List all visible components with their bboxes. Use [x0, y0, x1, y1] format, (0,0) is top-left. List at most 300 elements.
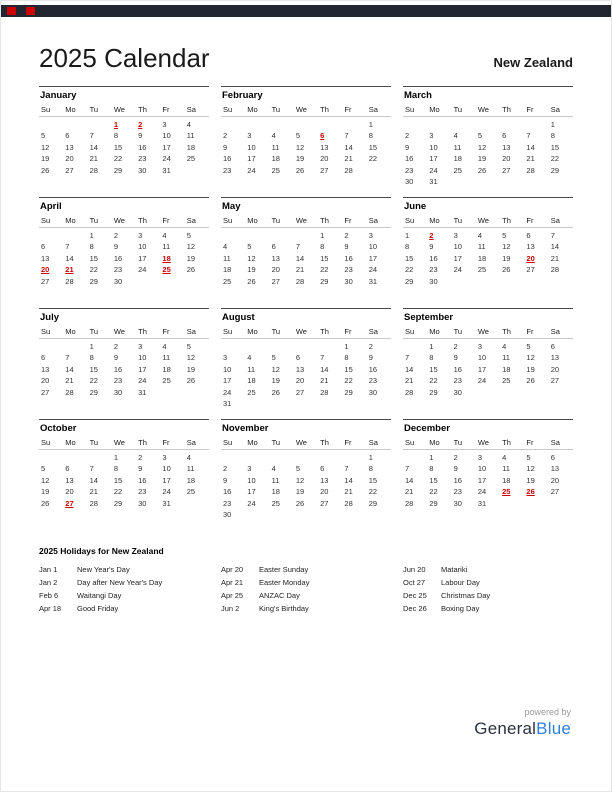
- header: [1, 17, 611, 86]
- day-cell: 29: [113, 165, 123, 175]
- day-cell: 22: [405, 265, 414, 274]
- day-cell: 23: [405, 165, 414, 175]
- day-cell: 25: [271, 498, 280, 508]
- day-cell-empty: [342, 508, 366, 520]
- weekday-header: Mo: [63, 436, 87, 450]
- day-cell-empty: [63, 339, 87, 351]
- day-cell-empty: [549, 385, 573, 397]
- month-day-grid: [39, 103, 209, 175]
- day-cell: 8: [113, 464, 119, 473]
- brand-blue: Blue: [536, 719, 571, 738]
- weekday-header: Tu: [88, 214, 112, 228]
- day-cell: 9: [223, 475, 228, 485]
- weekday-header: Sa: [185, 214, 209, 228]
- top-bar-red-mark: [7, 7, 16, 15]
- holiday-name: Christmas Day: [441, 591, 491, 600]
- day-cell-empty: [185, 274, 209, 286]
- month-day-grid: [39, 214, 209, 286]
- day-cell: 5: [477, 131, 483, 140]
- day-cell: 19: [295, 154, 305, 163]
- day-cell: 15: [89, 364, 98, 374]
- day-cell-empty: [270, 397, 294, 409]
- holiday-name: Boxing Day: [441, 604, 480, 613]
- holiday-name: Matariki: [441, 565, 468, 574]
- weekday-header: Fr: [160, 436, 184, 450]
- day-cell: 22: [344, 376, 353, 385]
- day-cell: 21: [405, 487, 414, 496]
- day-cell: 6: [295, 353, 301, 362]
- day-cell: 24: [138, 265, 147, 274]
- day-cell: 21: [550, 253, 560, 263]
- holidays-heading: 2025 Holidays for New Zealand: [39, 546, 164, 556]
- day-cell: 5: [295, 464, 301, 473]
- day-cell-empty: [549, 496, 573, 508]
- day-cell: 24: [223, 387, 232, 397]
- day-cell: 17: [429, 154, 438, 163]
- day-cell-empty: [318, 117, 342, 129]
- day-cell-empty: [476, 117, 500, 129]
- weekday-header: Su: [221, 325, 245, 339]
- day-cell-empty: [452, 175, 476, 187]
- month-title: March: [403, 86, 573, 103]
- day-cell: 16: [138, 142, 147, 152]
- weekday-header: Th: [318, 325, 342, 339]
- month-title: September: [403, 308, 573, 325]
- day-cell: 28: [405, 498, 414, 508]
- day-cell-holiday: 20: [526, 253, 535, 263]
- day-cell: 20: [295, 376, 305, 385]
- day-cell: 25: [247, 387, 256, 397]
- day-cell: 9: [223, 142, 228, 152]
- day-cell: 13: [320, 142, 329, 152]
- day-cell: 14: [89, 142, 98, 152]
- day-cell: 4: [271, 131, 276, 140]
- day-cell: 8: [320, 242, 325, 251]
- day-cell-empty: [39, 450, 63, 462]
- day-cell: 13: [550, 353, 560, 362]
- day-cell: 26: [502, 265, 511, 274]
- day-cell-empty: [524, 175, 548, 187]
- day-cell: 20: [320, 487, 329, 496]
- day-cell-empty: [476, 385, 500, 397]
- weekday-header: We: [476, 103, 500, 117]
- weekday-header: Sa: [367, 103, 391, 117]
- day-cell: 16: [453, 475, 462, 485]
- day-cell: 22: [368, 154, 378, 163]
- day-cell-empty: [39, 228, 63, 240]
- day-cell: 15: [368, 142, 378, 152]
- day-cell: 3: [223, 353, 228, 362]
- day-cell: 31: [223, 399, 232, 408]
- day-cell: 15: [550, 142, 560, 152]
- day-cell-empty: [294, 228, 318, 240]
- day-cell-empty: [294, 508, 318, 520]
- day-cell: 5: [41, 131, 46, 140]
- holiday-item: [221, 602, 391, 615]
- weekday-header: Fr: [160, 103, 184, 117]
- day-cell: 12: [186, 242, 196, 251]
- day-cell-empty: [270, 117, 294, 129]
- day-cell: 12: [526, 353, 535, 362]
- day-cell: 18: [453, 154, 462, 163]
- weekday-header: Sa: [367, 436, 391, 450]
- day-cell: 12: [526, 464, 535, 473]
- holiday-date: Jun 2: [221, 604, 240, 613]
- day-cell: 16: [344, 253, 353, 263]
- weekday-header: Th: [500, 103, 524, 117]
- day-cell: 21: [405, 376, 414, 385]
- day-cell-empty: [342, 117, 366, 129]
- month-title: August: [221, 308, 391, 325]
- day-cell: 5: [186, 341, 191, 351]
- day-cell: 7: [344, 131, 349, 140]
- months-grid: [39, 86, 573, 530]
- day-cell: 4: [223, 242, 228, 251]
- day-cell: 3: [453, 230, 458, 240]
- weekday-header: Sa: [185, 325, 209, 339]
- month-title: December: [403, 419, 573, 436]
- weekday-header: Mo: [427, 436, 451, 450]
- weekday-header: We: [294, 436, 318, 450]
- day-cell: 22: [320, 265, 329, 274]
- weekday-header: Tu: [452, 214, 476, 228]
- day-cell: 10: [138, 242, 147, 251]
- day-cell: 1: [550, 119, 555, 129]
- day-cell: 9: [113, 353, 119, 362]
- day-cell-empty: [245, 339, 269, 351]
- day-cell: 7: [405, 464, 410, 473]
- day-cell: 2: [344, 230, 349, 240]
- page-title: 2025 Calendar: [39, 43, 210, 73]
- holiday-date: Apr 21: [221, 578, 244, 587]
- day-cell: 13: [526, 242, 535, 251]
- weekday-header: We: [294, 103, 318, 117]
- weekday-header: Fr: [160, 325, 184, 339]
- day-cell: 30: [344, 276, 353, 286]
- day-cell: 23: [429, 265, 438, 274]
- weekday-header: Su: [39, 436, 63, 450]
- day-cell: 25: [477, 265, 487, 274]
- day-cell-empty: [500, 385, 524, 397]
- day-cell-empty: [160, 274, 184, 286]
- day-cell: 11: [247, 364, 256, 374]
- holiday-name: Good Friday: [77, 604, 119, 613]
- day-cell: 25: [162, 376, 171, 385]
- weekday-header: Tu: [452, 436, 476, 450]
- weekday-header: Mo: [245, 325, 269, 339]
- day-cell: 16: [223, 487, 232, 496]
- day-cell-empty: [500, 274, 524, 286]
- day-cell: 20: [320, 154, 329, 163]
- month-day-grid: [403, 325, 573, 397]
- powered-by-label: powered by: [524, 707, 571, 717]
- day-cell: 7: [344, 464, 349, 473]
- day-cell: 14: [405, 364, 414, 374]
- day-cell-holiday: 26: [526, 487, 535, 496]
- day-cell: 24: [453, 265, 462, 274]
- day-cell: 12: [502, 242, 511, 251]
- weekday-header: Su: [39, 103, 63, 117]
- day-cell: 7: [65, 242, 70, 251]
- day-cell: 21: [526, 154, 535, 163]
- holiday-name: Labour Day: [441, 578, 480, 587]
- day-cell: 5: [247, 242, 252, 251]
- day-cell: 31: [162, 498, 171, 508]
- day-cell: 6: [41, 242, 46, 251]
- day-cell: 11: [502, 353, 510, 362]
- weekday-header: Th: [500, 214, 524, 228]
- month-september: [403, 308, 573, 419]
- day-cell: 27: [320, 498, 329, 508]
- day-cell: 24: [162, 487, 171, 496]
- day-cell: 1: [344, 341, 349, 351]
- day-cell: 8: [429, 464, 434, 473]
- day-cell-empty: [476, 175, 500, 187]
- day-cell: 14: [65, 364, 74, 374]
- day-cell-holiday: 25: [162, 265, 171, 274]
- day-cell: 24: [247, 498, 256, 508]
- day-cell-empty: [245, 397, 269, 409]
- day-cell-empty: [452, 117, 476, 129]
- day-cell: 6: [65, 131, 70, 140]
- day-cell: 15: [320, 253, 329, 263]
- day-cell: 13: [502, 142, 511, 152]
- day-cell-empty: [524, 117, 548, 129]
- day-cell: 20: [502, 154, 511, 163]
- day-cell: 26: [526, 376, 535, 385]
- day-cell-empty: [403, 450, 427, 462]
- day-cell: 25: [186, 154, 196, 163]
- day-cell: 2: [223, 131, 228, 140]
- day-cell: 31: [162, 165, 171, 175]
- day-cell: 19: [526, 475, 535, 485]
- day-cell: 12: [41, 475, 50, 485]
- weekday-header: Mo: [63, 325, 87, 339]
- weekday-header: Mo: [245, 214, 269, 228]
- day-cell: 23: [344, 265, 353, 274]
- month-october: [39, 419, 209, 530]
- holiday-item: [403, 576, 573, 589]
- day-cell: 24: [477, 376, 487, 385]
- day-cell: 27: [41, 276, 50, 286]
- holiday-date: Jan 2: [39, 578, 58, 587]
- day-cell: 26: [41, 165, 50, 175]
- day-cell: 16: [113, 253, 123, 263]
- day-cell: 30: [113, 276, 123, 286]
- weekday-header: Su: [403, 214, 427, 228]
- day-cell: 1: [320, 230, 325, 240]
- day-cell: 5: [526, 341, 531, 351]
- day-cell: 17: [138, 253, 147, 263]
- holiday-name: New Year's Day: [77, 565, 130, 574]
- day-cell: 17: [138, 364, 147, 374]
- day-cell: 1: [368, 119, 373, 129]
- weekday-header: Tu: [270, 436, 294, 450]
- day-cell: 25: [453, 165, 462, 175]
- day-cell: 30: [138, 165, 147, 175]
- day-cell: 16: [223, 154, 232, 163]
- day-cell: 30: [223, 510, 232, 519]
- day-cell-empty: [270, 228, 294, 240]
- day-cell: 22: [550, 154, 560, 163]
- weekday-header: Sa: [185, 436, 209, 450]
- day-cell: 1: [429, 341, 434, 351]
- day-cell: 17: [368, 253, 378, 263]
- day-cell: 6: [502, 131, 507, 140]
- day-cell: 8: [429, 353, 434, 362]
- day-cell: 21: [344, 154, 353, 163]
- weekday-header: Fr: [524, 325, 548, 339]
- weekday-header: Su: [403, 325, 427, 339]
- day-cell: 5: [271, 353, 276, 362]
- day-cell: 13: [271, 253, 280, 263]
- day-cell: 28: [89, 165, 98, 175]
- top-bar-red-mark: [26, 7, 35, 15]
- weekday-header: Tu: [270, 214, 294, 228]
- day-cell: 10: [247, 475, 256, 485]
- day-cell: 5: [186, 230, 191, 240]
- day-cell: 22: [113, 154, 123, 163]
- day-cell: 23: [223, 498, 232, 508]
- holiday-column: [221, 563, 391, 615]
- holiday-date: Oct 27: [403, 578, 426, 587]
- day-cell-empty: [342, 450, 366, 462]
- day-cell: 29: [550, 165, 560, 175]
- holiday-item: [39, 563, 209, 576]
- month-march: [403, 86, 573, 197]
- day-cell: 28: [550, 265, 560, 274]
- day-cell-empty: [403, 339, 427, 351]
- day-cell: 27: [65, 165, 74, 175]
- footer: [474, 707, 571, 739]
- month-august: [221, 308, 391, 419]
- month-day-grid: [403, 214, 573, 286]
- day-cell-empty: [270, 450, 294, 462]
- generalblue-logo: [474, 719, 571, 739]
- month-day-grid: [221, 436, 391, 519]
- day-cell: 11: [477, 242, 486, 251]
- holiday-name: Waitangi Day: [77, 591, 122, 600]
- day-cell-empty: [500, 117, 524, 129]
- day-cell: 10: [368, 242, 378, 251]
- weekday-header: Fr: [524, 103, 548, 117]
- day-cell-holiday: 18: [162, 253, 171, 263]
- day-cell: 29: [368, 498, 378, 508]
- day-cell: 19: [526, 364, 535, 374]
- weekday-header: Fr: [342, 436, 366, 450]
- weekday-header: Mo: [245, 103, 269, 117]
- weekday-header: Tu: [270, 325, 294, 339]
- day-cell: 3: [368, 230, 373, 240]
- day-cell-empty: [294, 397, 318, 409]
- day-cell: 4: [162, 230, 167, 240]
- day-cell: 8: [89, 242, 94, 251]
- weekday-header: Tu: [452, 325, 476, 339]
- weekday-header: We: [112, 325, 136, 339]
- day-cell: 5: [502, 230, 507, 240]
- holiday-item: [403, 563, 573, 576]
- day-cell: 15: [429, 475, 438, 485]
- month-title: November: [221, 419, 391, 436]
- day-cell: 2: [113, 230, 119, 240]
- day-cell: 8: [368, 131, 373, 140]
- day-cell-empty: [63, 228, 87, 240]
- day-cell: 18: [247, 376, 256, 385]
- day-cell: 25: [186, 487, 196, 496]
- day-cell: 3: [477, 341, 483, 351]
- day-cell: 16: [453, 364, 462, 374]
- day-cell-empty: [294, 450, 318, 462]
- holiday-item: [221, 576, 391, 589]
- day-cell: 13: [65, 475, 74, 485]
- weekday-header: We: [476, 325, 500, 339]
- day-cell: 2: [138, 452, 143, 462]
- day-cell-empty: [524, 274, 548, 286]
- day-cell: 20: [41, 376, 50, 385]
- day-cell: 15: [344, 364, 353, 374]
- day-cell: 7: [320, 353, 325, 362]
- day-cell: 28: [320, 387, 329, 397]
- weekday-header: Sa: [549, 103, 573, 117]
- day-cell-empty: [367, 508, 391, 520]
- day-cell-holiday: 2: [429, 230, 434, 240]
- day-cell-empty: [221, 339, 245, 351]
- day-cell: 4: [477, 230, 483, 240]
- day-cell: 19: [186, 253, 196, 263]
- day-cell: 21: [89, 487, 98, 496]
- weekday-header: Sa: [367, 214, 391, 228]
- day-cell: 24: [162, 154, 171, 163]
- day-cell: 21: [65, 376, 74, 385]
- day-cell: 10: [138, 353, 147, 362]
- holiday-item: [39, 589, 209, 602]
- month-day-grid: [39, 325, 209, 397]
- month-june: [403, 197, 573, 308]
- day-cell-empty: [160, 385, 184, 397]
- day-cell-empty: [524, 496, 548, 508]
- day-cell-holiday: 21: [65, 265, 74, 274]
- weekday-header: Mo: [427, 214, 451, 228]
- day-cell-empty: [245, 228, 269, 240]
- holiday-date: Apr 25: [221, 591, 244, 600]
- day-cell-empty: [221, 117, 245, 129]
- day-cell-empty: [39, 339, 63, 351]
- day-cell-empty: [549, 175, 573, 187]
- day-cell: 17: [162, 475, 171, 485]
- day-cell: 26: [186, 265, 196, 274]
- weekday-header: We: [112, 214, 136, 228]
- day-cell: 6: [65, 464, 70, 473]
- day-cell: 28: [65, 387, 74, 397]
- day-cell: 21: [89, 154, 98, 163]
- day-cell: 3: [477, 452, 483, 462]
- day-cell: 3: [162, 119, 167, 129]
- weekday-header: Su: [39, 325, 63, 339]
- day-cell: 8: [368, 464, 373, 473]
- day-cell: 19: [41, 487, 50, 496]
- day-cell: 6: [526, 230, 531, 240]
- region-label: New Zealand: [493, 55, 573, 70]
- day-cell: 31: [138, 387, 147, 397]
- day-cell: 23: [138, 154, 147, 163]
- day-cell: 17: [162, 142, 171, 152]
- day-cell: 23: [223, 165, 232, 175]
- top-bar: [1, 5, 611, 17]
- day-cell-empty: [88, 450, 112, 462]
- day-cell-empty: [452, 274, 476, 286]
- day-cell: 18: [186, 142, 196, 152]
- day-cell: 22: [429, 376, 438, 385]
